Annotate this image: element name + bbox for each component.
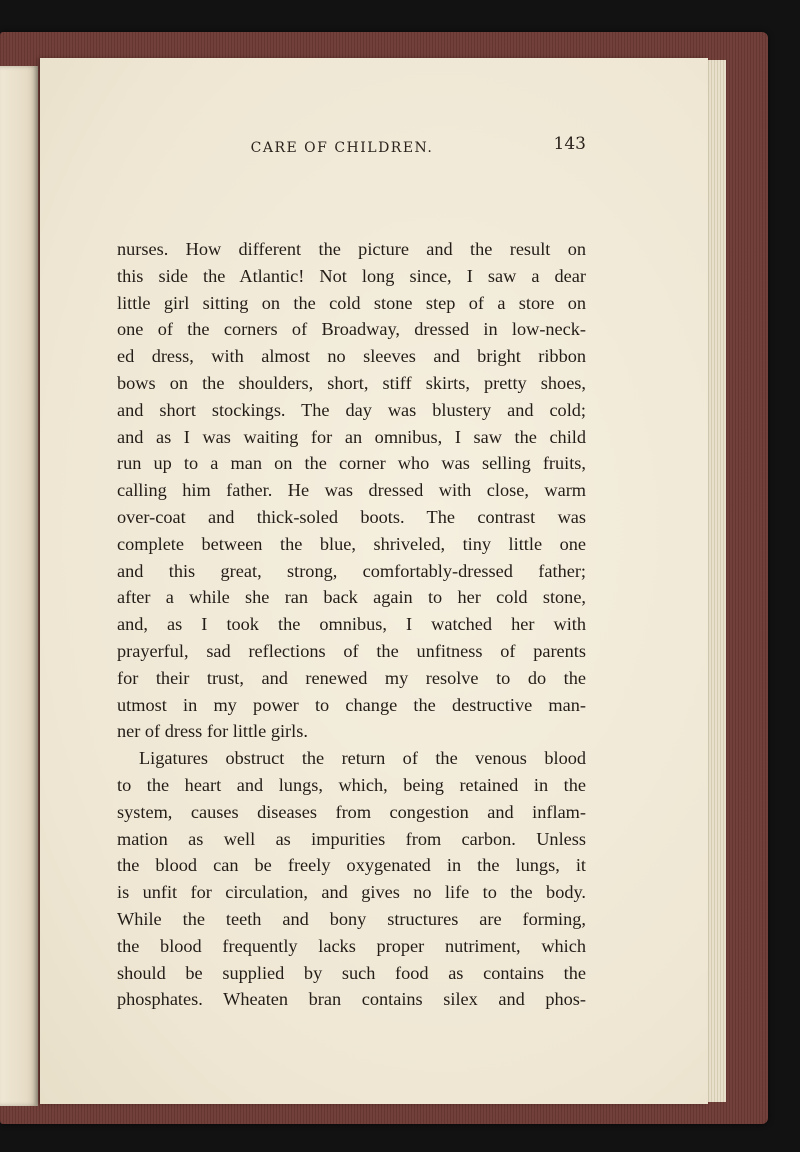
text-line: phosphates. Wheaten bran contains silex and phos- — [117, 989, 586, 1010]
text-line: system, causes diseases from congestion and inflam- — [117, 801, 586, 822]
text-line: over-coat and thick-soled boots. The contrast was — [117, 506, 586, 527]
text-line: utmost in my power to change the destructive man- — [117, 694, 586, 715]
text-line: bows on the shoulders, short, stiff skirts, pretty shoes, — [117, 372, 586, 393]
text-line: and short stockings. The day was blustery and cold; — [117, 399, 586, 420]
text-line: this side the Atlantic! Not long since, I saw a dear — [117, 265, 586, 286]
text-line: complete between the blue, shriveled, tiny little one — [117, 533, 586, 554]
text-line-paragraph-end: ner of dress for little girls. — [117, 721, 308, 742]
text-line-paragraph-start: Ligatures obstruct the return of the venous blood — [139, 748, 586, 769]
text-line: is unfit for circulation, and gives no life to the body. — [117, 882, 586, 903]
text-line: and, as I took the omnibus, I watched her with — [117, 614, 586, 635]
text-line: run up to a man on the corner who was selling fruits, — [117, 453, 586, 474]
text-line: mation as well as impurities from carbon. Unless — [117, 828, 586, 849]
text-line: one of the corners of Broadway, dressed in low-neck- — [117, 319, 586, 340]
body-text — [117, 236, 586, 1013]
page-number: 143 — [553, 134, 586, 154]
text-line: While the teeth and bony structures are forming, — [117, 908, 586, 929]
running-title: CARE OF CHILDREN. — [250, 140, 434, 156]
text-line: and as I was waiting for an omnibus, I saw the child — [117, 426, 586, 447]
text-line: after a while she ran back again to her cold stone, — [117, 587, 586, 608]
text-line: prayerful, sad reflections of the unfitness of parents — [117, 640, 586, 661]
text-line: should be supplied by such food as contains the — [117, 962, 586, 983]
text-line: for their trust, and renewed my resolve to do the — [117, 667, 586, 688]
text-line: the blood frequently lacks proper nutriment, which — [117, 935, 586, 956]
text-line: ed dress, with almost no sleeves and bright ribbon — [117, 346, 586, 367]
facing-page-edge — [0, 66, 38, 1106]
text-line: to the heart and lungs, which, being retained in the — [117, 774, 586, 795]
text-line: the blood can be freely oxygenated in the lungs, it — [117, 855, 586, 876]
text-line: nurses. How different the picture and the result on — [117, 239, 586, 259]
text-line: little girl sitting on the cold stone step of a store on — [117, 292, 586, 313]
text-line: calling him father. He was dressed with close, warm — [117, 480, 586, 501]
text-line: and this great, strong, comfortably-dressed father; — [117, 560, 586, 581]
